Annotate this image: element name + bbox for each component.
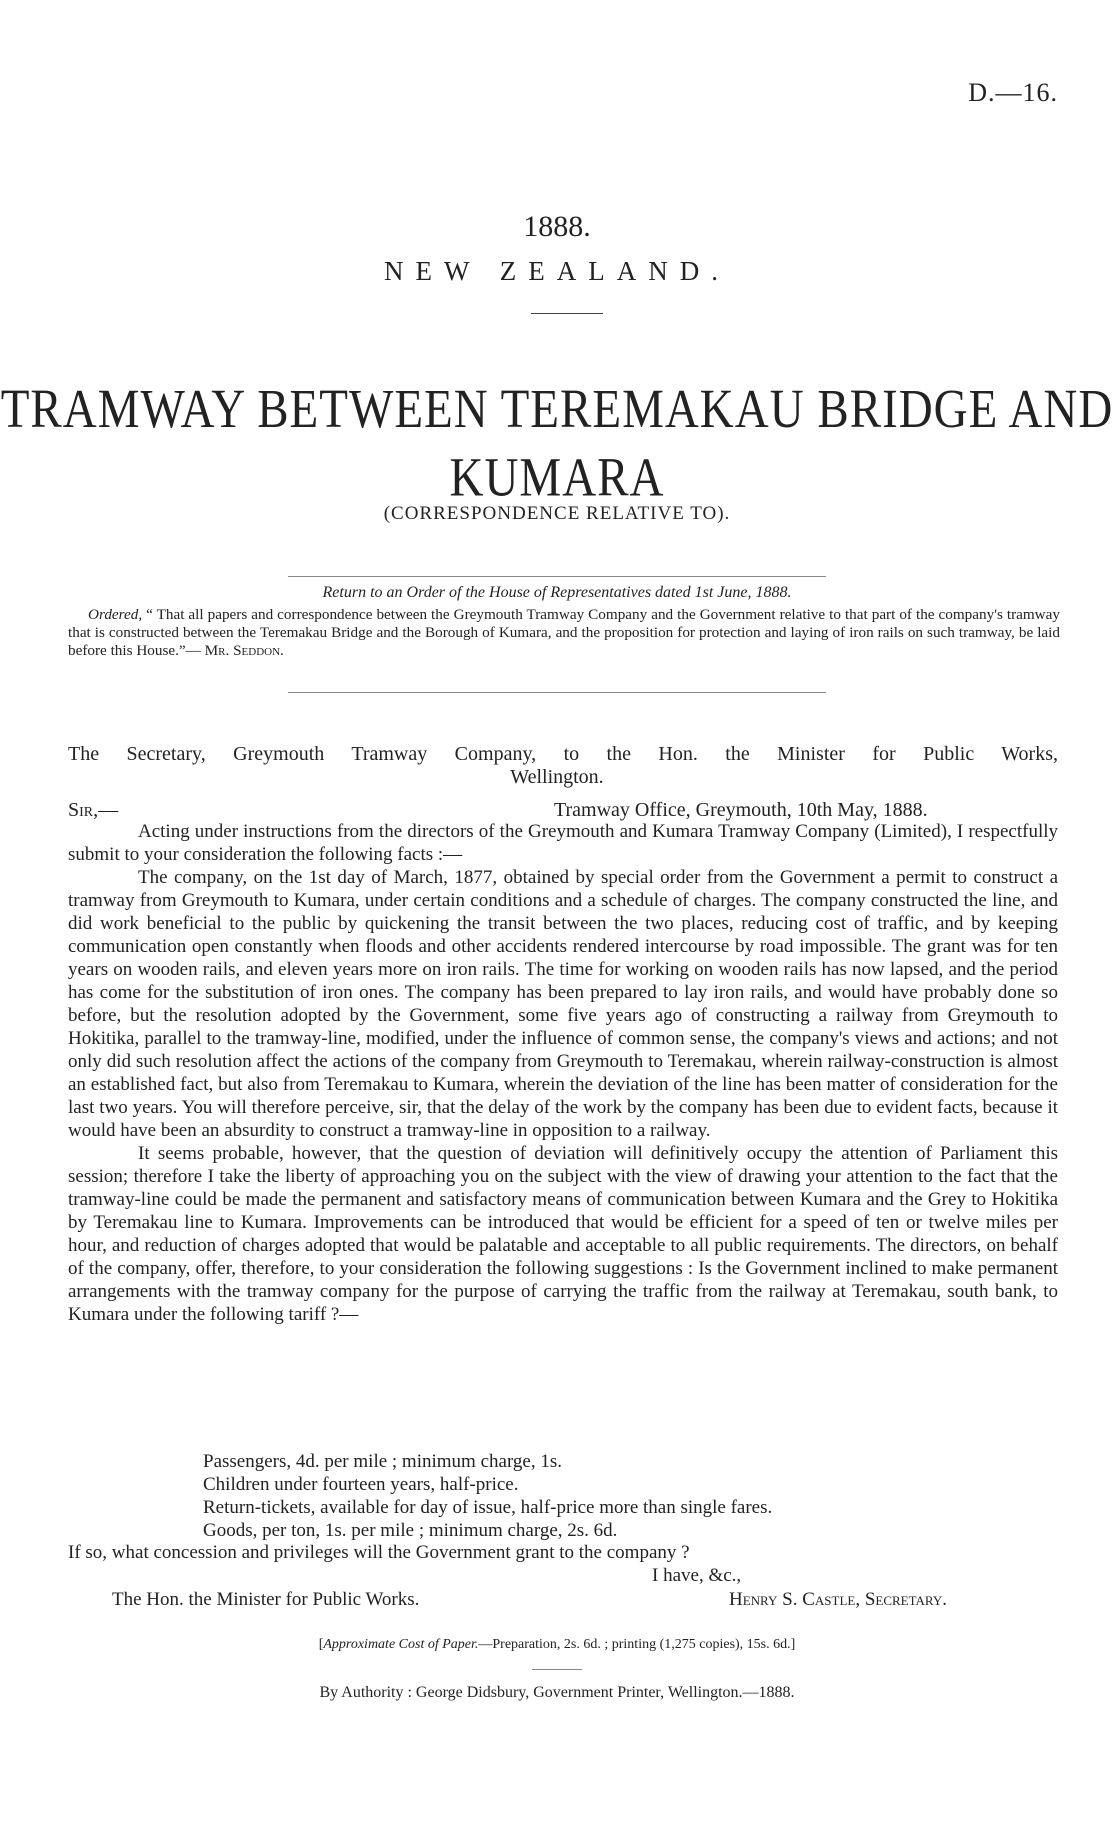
title-line-1: TRAMWAY BETWEEN TEREMAKAU BRIDGE AND: [0, 378, 1114, 440]
closing: I have, &c.,: [652, 1565, 742, 1586]
letter-paragraph: Acting under instructions from the directors of the Greymouth and Kumara Tramway Company (Limited), I respectfully submit to your consideration the following facts :—: [68, 821, 1058, 865]
tariff-item: Return-tickets, available for day of issue, half-price more than single fares.: [203, 1497, 773, 1518]
letter-body: [68, 820, 1058, 1326]
cost-note: [Approximate Cost of Paper.—Preparation, 2s. 6d. ; printing (1,275 copies), 15s. 6d.]: [318, 1637, 796, 1652]
dateline: Tramway Office, Greymouth, 10th May, 1888.: [554, 799, 928, 821]
addressee: The Hon. the Minister for Public Works.: [112, 1589, 420, 1610]
document-title: [0, 375, 1114, 512]
signature: Henry S. Castle, Secretary.: [729, 1589, 947, 1610]
letter-paragraph: It seems probable, however, that the question of deviation will definitively occupy the attention of Parliament this session; therefore I take the liberty of approaching you on the subject with the view of drawing your attention to the fact that the tramway-line could be made the permanent and satisfactory means of communication between Kumara and the Grey to Hokitika by Teremakau line to Kumara. Improvements can be introduced that would be efficient for a speed of ten or twelve miles per hour, and reduction of charges adopted that would be palatable and acceptable to all public requirements. The directors, on behalf of the company, offer, therefore, to your consideration the following suggestions : Is the Government inclined to make permanent arrangements with the tramway company for the purpose of carrying the traffic from the railway at Teremakau, south bank, to Kumara under the following tariff ?—: [68, 1143, 1058, 1325]
return-order-line: Return to an Order of the House of Representatives dated 1st June, 1888.: [322, 584, 792, 601]
document-reference: D.—16.: [968, 78, 1058, 107]
ordered-text: “ That all papers and correspondence between the Greymouth Tramway Company and the Government relative to that part of the company's tramway that is constructed between the Teremakau Bridge and the Borough of Kumara, and the proposition for protection and laying of iron rails on such tramway, be laid before this House.”—: [68, 606, 1060, 659]
letter-heading-location: Wellington.: [510, 766, 604, 788]
letter-paragraph: The company, on the 1st day of March, 1877, obtained by special order from the Government a permit to construct a tramway from Greymouth to Kumara, under certain conditions and a schedule of charges. The company constructed the line, and did work beneficial to the public by quickening the transit between the two places, reducing cost of traffic, and by keeping communication open constantly when floods and other accidents rendered intercourse by road impossible. The grant was for ten years on wooden rails, and eleven years more on iron rails. The time for working on wooden rails has now lapsed, and the period has come for the substitution of iron ones. The company has been prepared to lay iron rails, and would have probably done so before, but the resolution adopted by the Government, some five years ago of constructing a railway from Greymouth to Hokitika, parallel to the tramway-line, modified, under the influence of common sense, the company's views and actions; and not only did such resolution affect the actions of the company from Greymouth to Teremakau, wherein railway-construction is almost an established fact, but also from Teremakau to Kumara, wherein the deviation of the line has been matter of consideration for the last two years. You will therefore perceive, sir, that the delay of the work by the company has been due to evident facts, because it would have been an absurdity to construct a tramway-line in opposition to a railway.: [68, 867, 1058, 1141]
title-line-2: KUMARA: [449, 446, 665, 509]
letter-heading: The Secretary, Greymouth Tramway Company, to the Hon. the Minister for Public Works,: [68, 743, 1058, 765]
divider: [531, 313, 603, 314]
cost-label: Approximate Cost of Paper.: [323, 1637, 479, 1652]
tariff-item: Goods, per ton, 1s. per mile ; minimum charge, 2s. 6d.: [203, 1520, 618, 1541]
tariff-item: Passengers, 4d. per mile ; minimum charge, 1s.: [203, 1451, 563, 1472]
tariff-item: Children under fourteen years, half-price.: [203, 1474, 519, 1495]
divider: [288, 692, 826, 693]
concession-question: If so, what concession and privileges will the Government grant to the company ?: [68, 1542, 690, 1563]
publication-year: 1888.: [523, 210, 591, 243]
printer-authority: By Authority : George Didsbury, Government Printer, Wellington.—1888.: [319, 1684, 795, 1701]
ordered-label: Ordered,: [88, 606, 143, 623]
country-heading: NEW ZEALAND.: [384, 256, 730, 286]
divider: [532, 1669, 582, 1670]
cost-text: —Preparation, 2s. 6d. ; printing (1,275 copies), 15s. 6d.]: [478, 1637, 796, 1652]
document-subtitle: (CORRESPONDENCE RELATIVE TO).: [383, 503, 731, 524]
divider: [288, 576, 826, 577]
salutation: Sir,—: [68, 799, 119, 821]
tariff-list: [203, 1450, 772, 1542]
ordered-paragraph: [68, 606, 1060, 660]
mover-name: Mr. Seddon.: [204, 642, 284, 659]
